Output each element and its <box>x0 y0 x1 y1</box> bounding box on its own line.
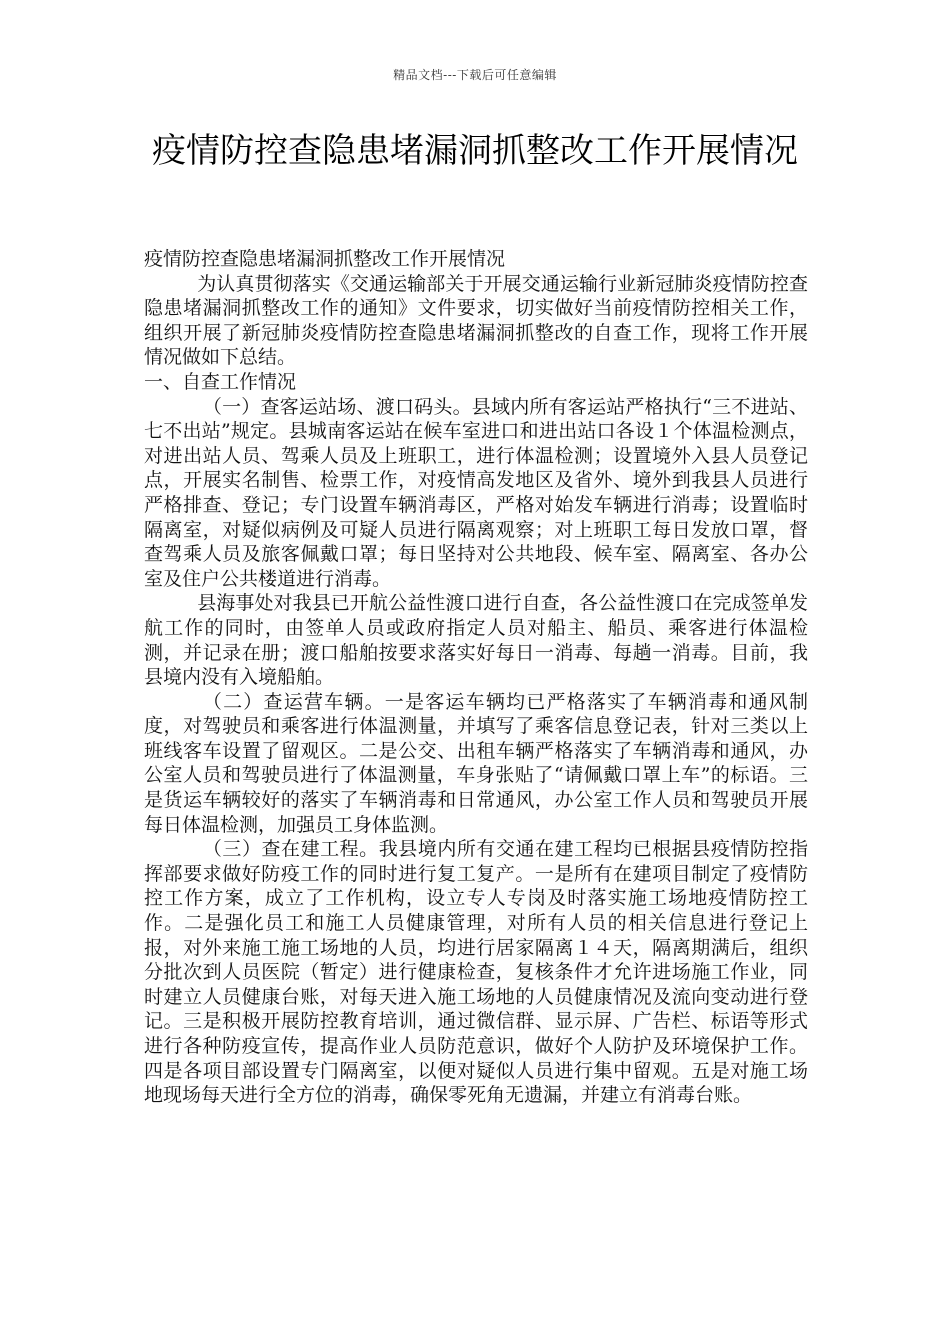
paragraph-construction-projects: （三）查在建工程。我县境内所有交通在建工程均已根据县疫情防控指挥部要求做好防疫工作的同时进行复工复产。一是所有在建项目制定了疫情防控工作方案，成立了工作机构，设立专人专岗及时落实施工场地疫情防控工作。二是强化员工和施工人员健康管理，对所有人员的相关信息进行登记上报，对外来施工施工场地的人员，均进行居家隔离１４天，隔离期满后，组织分批次到人员医院（暂定）进行健康检查，复核条件才允许进场施工作业，同时建立人员健康台账，对每天进入施工场地的人员健康情况及流向变动进行登记。三是积极开展防控教育培训，通过微信群、显示屏、广告栏、标语等形式进行各种防疫宣传，提高作业人员防范意识，做好个人防护及环境保护工作。四是各项目部设置专门隔离室，以便对疑似人员进行集中留观。五是对施工场地现场每天进行全方位的消毒，确保零死角无遗漏，并建立有消毒台账。 <box>144 838 808 1107</box>
paragraph-ferry-crossings: 县海事处对我县已开航公益性渡口进行自查，各公益性渡口在完成签单发航工作的同时，由签单人员或政府指定人员对船主、船员、乘客进行体温检测，并记录在册；渡口船舶按要求落实好每日一消毒、每趟一消毒。目前，我县境内没有入境船舶。 <box>144 592 808 689</box>
document-title: 疫情防控查隐患堵漏洞抓整改工作开展情况 <box>152 131 798 171</box>
paragraph-operating-vehicles: （二）查运营车辆。一是客运车辆均已严格落实了车辆消毒和通风制度，对驾驶员和乘客进行体温测量，并填写了乘客信息登记表，针对三类以上班线客车设置了留观区。二是公交、出租车辆严格落实了车辆消毒和通风，办公室人员和驾驶员进行了体温测量，车身张贴了“请佩戴口罩上车”的标语。三是货运车辆较好的落实了车辆消毒和日常通风，办公室工作人员和驾驶员开展每日体温检测，加强员工身体监测。 <box>144 690 808 836</box>
section-heading: 一、自查工作情况 <box>144 370 297 393</box>
document-subtitle: 疫情防控查隐患堵漏洞抓整改工作开展情况 <box>144 248 506 270</box>
document-body <box>144 247 808 1108</box>
intro-paragraph: 为认真贯彻落实《交通运输部关于开展交通运输行业新冠肺炎疫情防控查隐患堵漏洞抓整改工作的通知》文件要求，切实做好当前疫情防控相关工作，组织开展了新冠肺炎疫情防控查隐患堵漏洞抓整改的自查工作，现将工作开展情况做如下总结。 <box>144 272 808 369</box>
paragraph-passenger-stations: （一）查客运站场、渡口码头。县域内所有客运站严格执行“三不进站、七不出站”规定。县城南客运站在候车室进口和进出站口各设１个体温检测点，对进出站人员、驾乘人员及上班职工，进行体温检测；设置境外入县人员登记点，开展实名制售、检票工作，对疫情高发地区及省外、境外到我县人员进行严格排查、登记；专门设置车辆消毒区，严格对始发车辆进行消毒；设置临时隔离室，对疑似病例及可疑人员进行隔离观察；对上班职工每日发放口罩，督查驾乘人员及旅客佩戴口罩；每日坚持对公共地段、候车室、隔离室、各办公室及住户公共楼道进行消毒。 <box>144 395 808 590</box>
header-note: 精品文档---下载后可任意编辑 <box>393 68 557 82</box>
